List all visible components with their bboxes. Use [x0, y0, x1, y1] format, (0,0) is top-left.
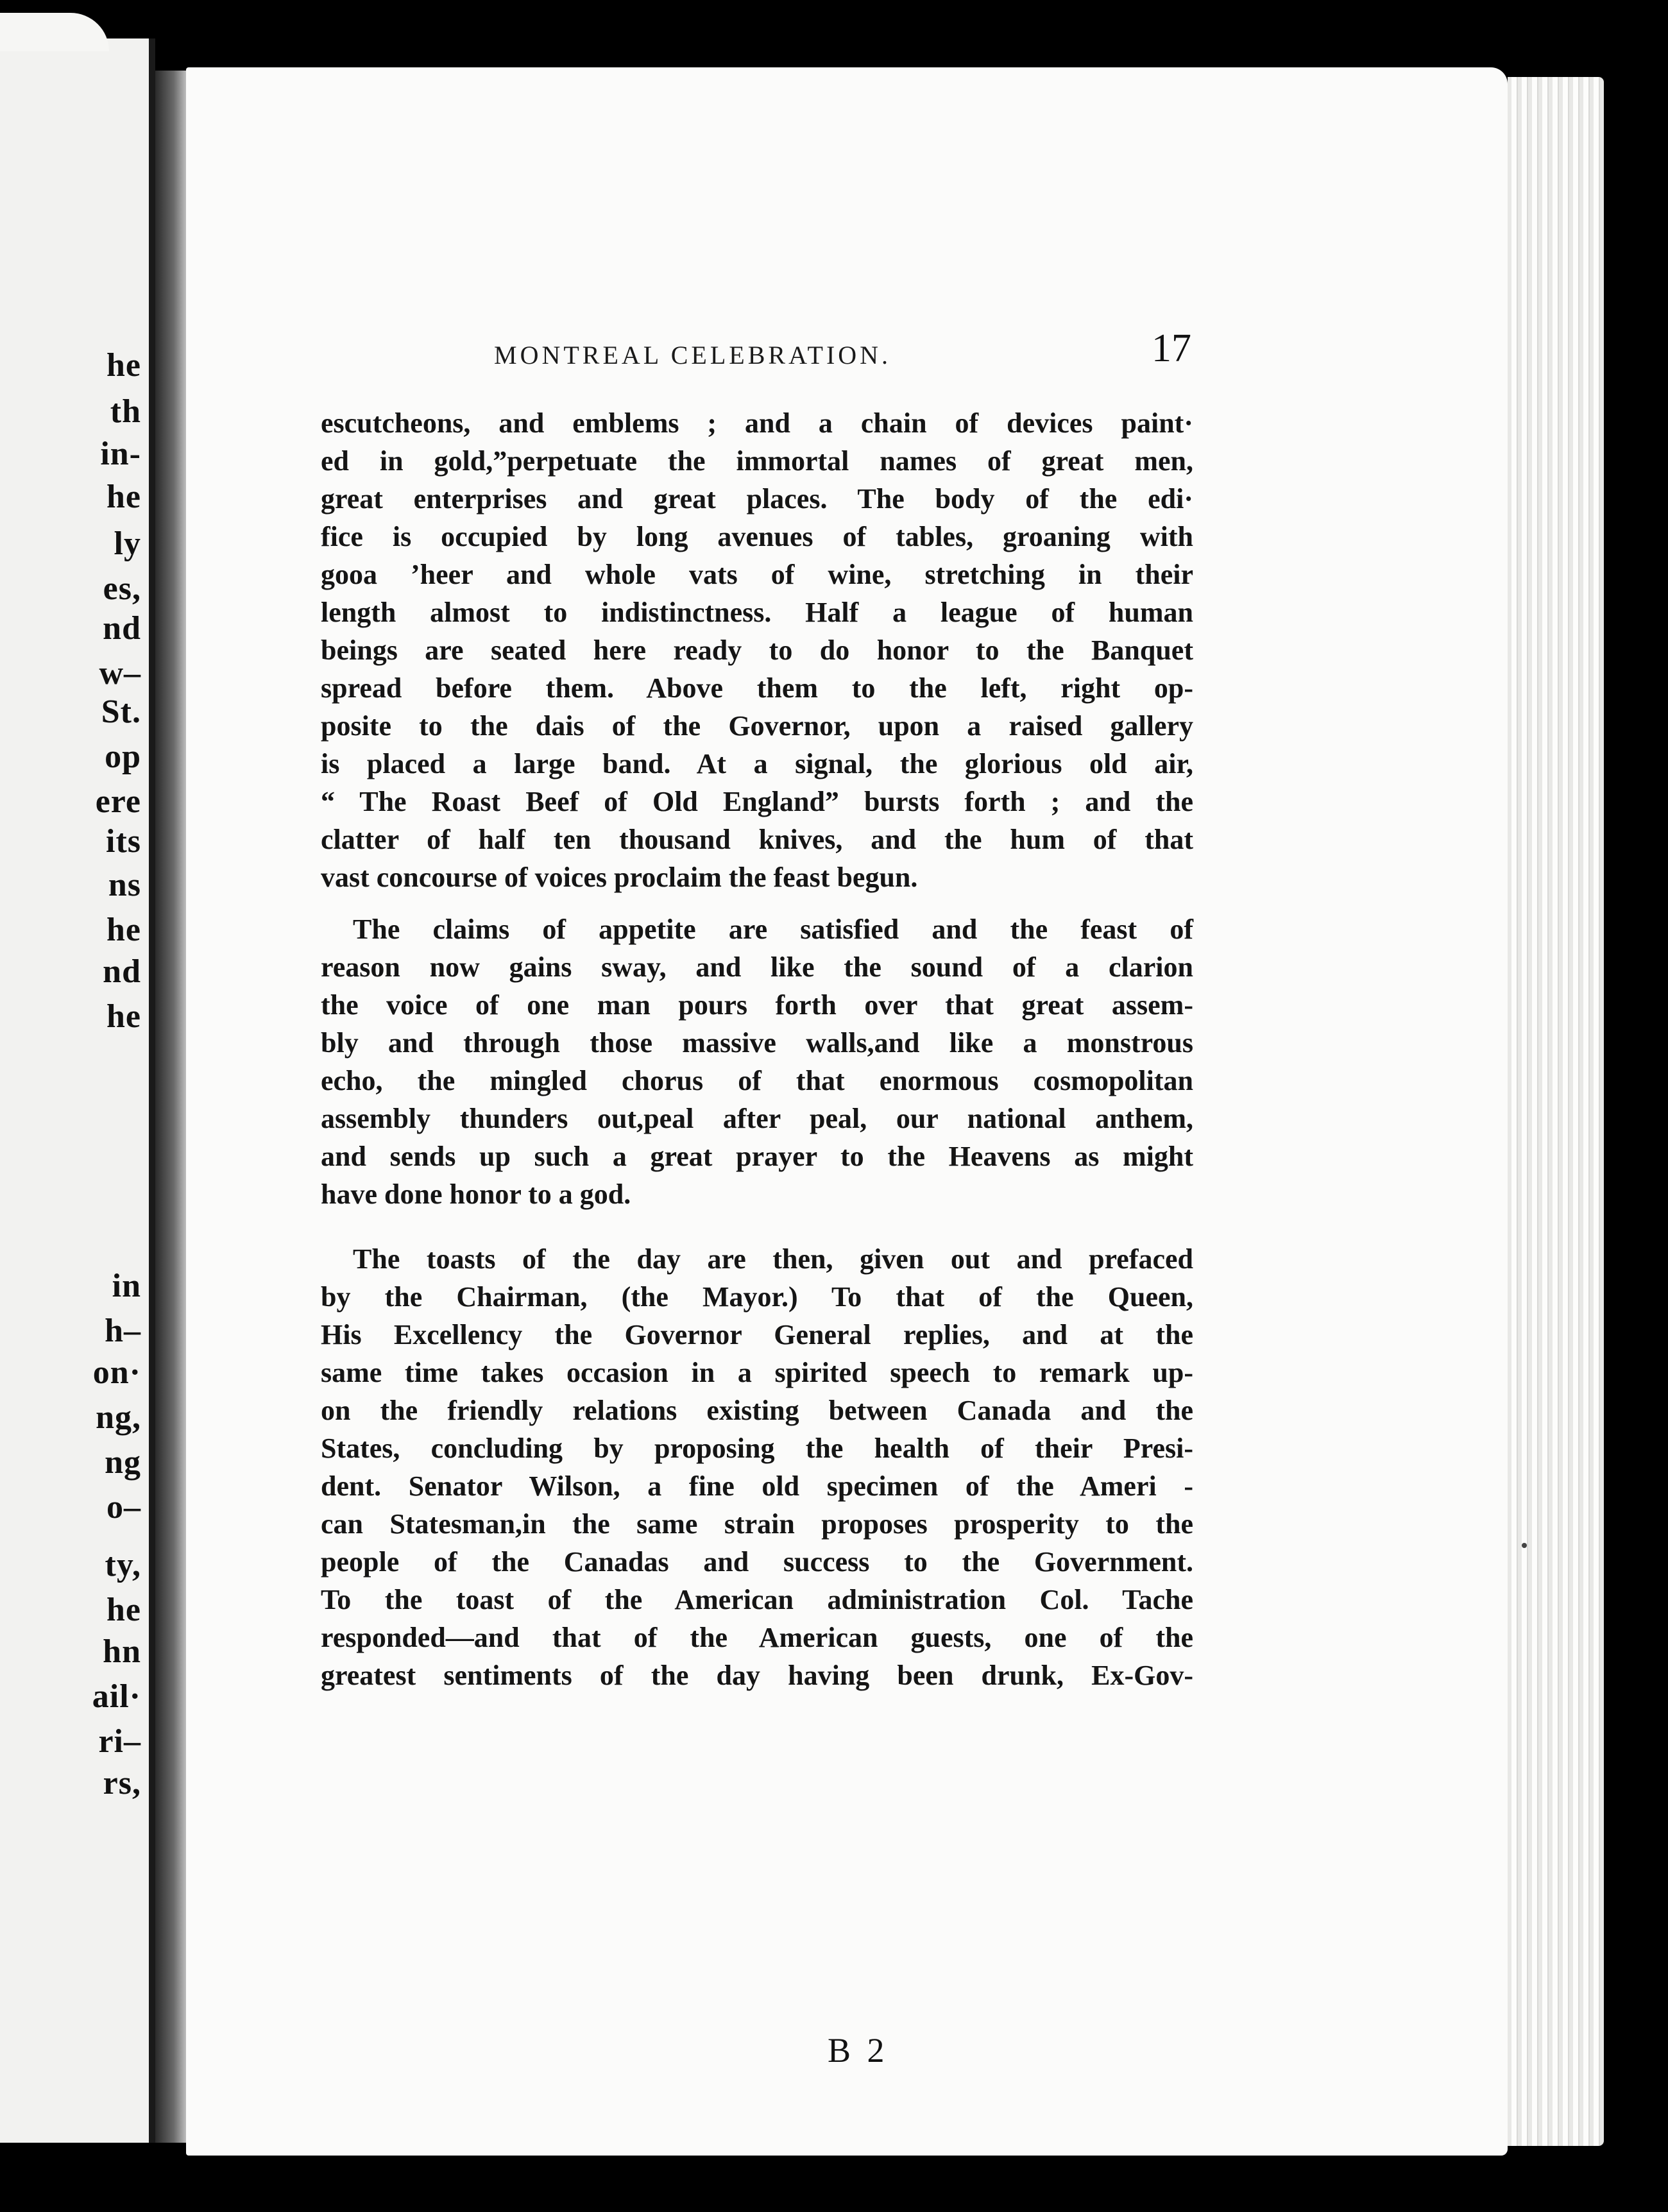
text-line: echo, the mingled chorus of that enormous cosmopolitan — [321, 1065, 1193, 1096]
text-line: posite to the dais of the Governor, upon a raised gallery — [321, 710, 1193, 742]
text-line: The claims of appetite are satisfied and the feast of — [353, 914, 1193, 945]
text-line: length almost to indistinctness. Half a league of human — [321, 597, 1193, 628]
paragraph-gap — [321, 896, 1193, 910]
facing-page-line: w– — [99, 655, 141, 692]
text-line: is placed a large band. At a signal, the glorious old air, — [321, 748, 1193, 779]
text-line: can Statesman,in the same strain proposes prosperity to the — [321, 1508, 1193, 1540]
text-line: have done honor to a god. — [321, 1178, 631, 1210]
facing-page-line: es, — [103, 570, 141, 607]
signature-mark: B 2 — [828, 2031, 889, 2070]
facing-page-line: hn — [103, 1633, 141, 1670]
text-line: by the Chairman, (the Mayor.) To that of the Queen, — [321, 1281, 1193, 1313]
text-line: His Excellency the Governor General replies, and at the — [321, 1319, 1193, 1350]
facing-page-fragment — [0, 38, 155, 2143]
page-number: 17 — [1152, 327, 1191, 370]
facing-page-line: on· — [92, 1354, 141, 1391]
text-line: assembly thunders out,peal after peal, our national anthem, — [321, 1103, 1193, 1134]
text-line: people of the Canadas and success to the Government. — [321, 1546, 1193, 1578]
text-line: beings are seated here ready to do honor to the Banquet — [321, 634, 1193, 666]
text-line: responded—and that of the American guests, one of the — [321, 1622, 1193, 1653]
text-line: The toasts of the day are then, given out and prefaced — [353, 1243, 1193, 1275]
facing-page-line: o– — [106, 1489, 141, 1526]
facing-page-line: ty, — [105, 1547, 141, 1583]
facing-page-line: ns — [108, 867, 141, 903]
facing-page-line: he — [106, 912, 141, 948]
facing-page-line: nd — [103, 953, 141, 990]
text-line: escutcheons, and emblems ; and a chain of devices paint· — [321, 407, 1193, 439]
text-line: on the friendly relations existing between Canada and the — [321, 1395, 1193, 1426]
text-line: spread before them. Above them to the left, right op- — [321, 672, 1193, 704]
text-line: great enterprises and great places. The body of the edi· — [321, 483, 1193, 515]
page-corner-curl — [0, 13, 109, 51]
running-head-title: MONTREAL CELEBRATION. — [494, 341, 892, 370]
body-text — [321, 404, 1193, 1694]
page-edges — [1508, 77, 1604, 2146]
paragraph-gap — [321, 1213, 1193, 1240]
facing-page-line: he — [106, 479, 141, 515]
text-line: and sends up such a great prayer to the Heavens as might — [321, 1141, 1193, 1172]
running-head — [321, 327, 1191, 411]
text-line: the voice of one man pours forth over that great assem- — [321, 989, 1193, 1021]
facing-page-line: ail· — [92, 1678, 141, 1715]
facing-page-line: in — [112, 1268, 141, 1304]
facing-page-line: ri– — [98, 1723, 141, 1760]
text-line: bly and through those massive walls,and like a monstrous — [321, 1027, 1193, 1059]
facing-page-line: th — [110, 393, 141, 430]
text-line: “ The Roast Beef of Old England” bursts forth ; and the — [321, 786, 1193, 817]
facing-page-line: he — [106, 1592, 141, 1628]
text-line: clatter of half ten thousand knives, and the hum of that — [321, 824, 1193, 855]
text-line: fice is occupied by long avenues of tables, groaning with — [321, 521, 1193, 552]
text-line: greatest sentiments of the day having been drunk, Ex-Gov- — [321, 1660, 1193, 1691]
text-line: vast concourse of voices proclaim the feast begun. — [321, 862, 918, 893]
text-line: States, concluding by proposing the health of their Presi- — [321, 1433, 1193, 1464]
text-line: dent. Senator Wilson, a fine old specimen of the Ameri - — [321, 1470, 1193, 1502]
text-line: gooa ’heer and whole vats of wine, stretching in their — [321, 559, 1193, 590]
text-line: To the toast of the American administration Col. Tache — [321, 1584, 1193, 1615]
facing-page-line: its — [106, 823, 141, 860]
facing-page-line: ng — [105, 1444, 141, 1481]
facing-page-line: he — [106, 998, 141, 1035]
text-line: reason now gains sway, and like the sound of a clarion — [321, 951, 1193, 983]
facing-page-line: ly — [114, 525, 141, 562]
print-speck — [1522, 1543, 1527, 1548]
facing-page-line: he — [106, 347, 141, 384]
facing-page-line: op — [105, 738, 141, 775]
facing-page-line: in- — [100, 436, 141, 472]
facing-page-line: h– — [105, 1313, 141, 1349]
facing-page-line: ng, — [96, 1399, 141, 1436]
text-line: same time takes occasion in a spirited speech to remark up- — [321, 1357, 1193, 1388]
facing-page-line: nd — [103, 610, 141, 647]
text-line: ed in gold,”perpetuate the immortal names of great men, — [321, 445, 1193, 477]
facing-page-line: St. — [101, 693, 141, 730]
book-gutter — [155, 71, 186, 2143]
facing-page-line: rs, — [103, 1765, 141, 1801]
facing-page-line: ere — [95, 783, 141, 820]
